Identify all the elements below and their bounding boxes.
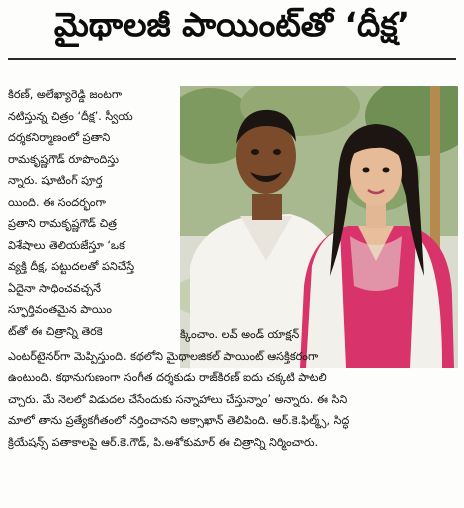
article-line: క్కించాం. లవ్ అండ్ యాక్షన్ <box>180 328 300 341</box>
headline: మైథాలజీ పాయింట్‌తో ‘దీక్ష’ <box>53 4 411 44</box>
article-line: రామకృష్ణగౌడ్ రూపొందిస్తు <box>8 152 120 166</box>
article-column <box>8 84 176 342</box>
article-line: ప్రతాని రామకృష్ణగౌడ్ చిత్ర <box>8 217 117 230</box>
article-line: న్నారు. షూటింగ్ పూర్త <box>8 174 103 187</box>
headline-rule <box>8 58 456 60</box>
article-line: యింది. ఈ సందర్భంగా <box>8 195 106 209</box>
article-line: క్రియేషన్స్ పతాకాలపై ఆర్.కె.గౌడ్, పి.అశోకుమార్ ఈ చిత్రాన్ని నిర్మించారు. <box>8 435 319 449</box>
article-line: దర్శకనిర్మాణంలో ప్రతాని <box>8 131 111 144</box>
article-line: కిరణ్, అలేఖ్యారెడ్డి జంటగా <box>8 88 123 101</box>
article-line: విశేషాలు తెలియజేస్తూ ‘ఒక <box>8 238 125 252</box>
article-line: ఉంటుంది. కథానుగుణంగా సంగీత దర్శకుడు రాజ్‌కిరణ్ ఐదు చక్కటి పాటలి <box>8 371 327 384</box>
article-line: ఎంటర్‌టైనర్‌గా మెప్పిస్తుంది. కథలోని మైథాలజికల్ పాయింట్ ఆసక్తికరంగా <box>8 349 319 363</box>
article-line: ట్‌తో ఈ చిత్రాన్ని తెరకె <box>8 324 103 338</box>
article-line: చ్చారు. మే నెలలో విడుదల చేసేందుకు సన్నాహాలు చేస్తున్నాం’ అన్నారు. ఈ సిని <box>8 392 348 406</box>
article-line: నటిస్తున్న చిత్రం ‘దీక్ష’. స్వీయ <box>8 109 133 123</box>
article-line: స్ఫూర్తివంతమైన పాయిం <box>8 303 112 316</box>
article-line: ఏదైనా సాధించవచ్చనే <box>8 281 102 295</box>
article-line: వ్యక్తి దీక్ష, పట్టుదలతో పనిచేస్తే <box>8 260 135 273</box>
article-line: మాలో తాను ప్రత్యేకగీతంలో నర్తించానని అక్సాఖాన్ తెలిపింది. ఆర్.కె.ఫిల్మ్స్, సిద్ధ <box>8 414 350 427</box>
